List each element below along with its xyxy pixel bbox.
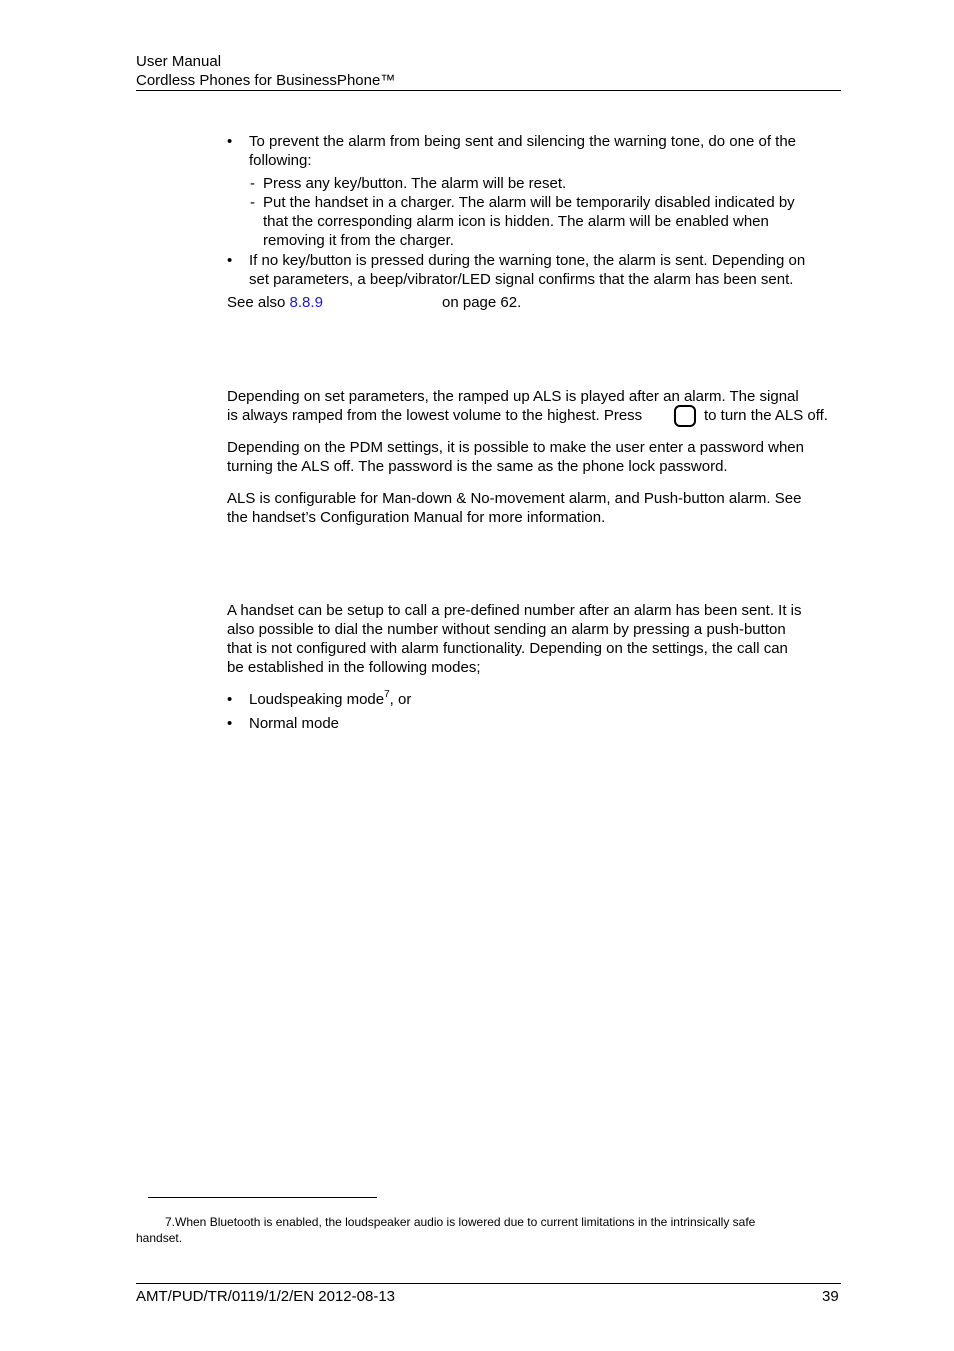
bullet-marker: •	[227, 133, 233, 150]
paragraph-text: is always ramped from the lowest volume to the highest. Press	[227, 407, 643, 424]
dash-marker: -	[250, 194, 255, 211]
paragraph-text: turning the ALS off. The password is the same as the phone lock password.	[227, 458, 728, 475]
cross-reference-link[interactable]: 8.8.9	[289, 294, 323, 311]
paragraph-text: also possible to dial the number without sending an alarm by pressing a push-button	[227, 621, 786, 638]
bullet-text: To prevent the alarm from being sent and silencing the warning tone, do one of the	[249, 133, 797, 150]
sub-item-text: that the corresponding alarm icon is hidden. The alarm will be enabled when	[263, 213, 769, 230]
paragraph-text: the handset’s Configuration Manual for more information.	[227, 509, 606, 526]
footnote-text: 7.When Bluetooth is enabled, the loudspeaker audio is lowered due to current limitations in the intrinsically safe	[165, 1215, 756, 1229]
see-also-text	[227, 293, 323, 312]
bullet-marker: •	[227, 715, 233, 732]
bullet-marker: •	[227, 252, 233, 269]
footnote-ref[interactable]: 7	[384, 689, 390, 700]
paragraph-text: to turn the ALS off.	[704, 407, 828, 424]
page-number: 39	[822, 1288, 839, 1305]
mode-suffix: , or	[389, 691, 412, 708]
paragraph-text: be established in the following modes;	[227, 659, 481, 676]
mode-list-item: Normal mode	[249, 715, 340, 732]
footnote-rule	[148, 1197, 377, 1198]
see-also-prefix: See also	[227, 294, 290, 311]
sub-item-text: Press any key/button. The alarm will be reset.	[263, 175, 567, 192]
mode-label: Loudspeaking mode	[249, 691, 385, 708]
key-button-icon	[674, 405, 696, 427]
paragraph-text: Depending on the PDM settings, it is possible to make the user enter a password when	[227, 439, 804, 456]
sub-item-text: removing it from the charger.	[263, 232, 454, 249]
bullet-text: following:	[249, 152, 312, 169]
mode-list-item	[249, 690, 411, 709]
paragraph-text: A handset can be setup to call a pre-defined number after an alarm has been sent. It is	[227, 602, 802, 619]
bullet-text: If no key/button is pressed during the warning tone, the alarm is sent. Depending on	[249, 252, 806, 269]
sub-item-text: Put the handset in a charger. The alarm will be temporarily disabled indicated by	[263, 194, 795, 211]
footer-rule	[136, 1283, 841, 1284]
header-title: User Manual	[136, 53, 222, 70]
see-also-suffix: on page 62.	[442, 294, 522, 311]
paragraph-text: that is not configured with alarm functionality. Depending on the settings, the call can	[227, 640, 788, 657]
footer-doc-id: AMT/PUD/TR/0119/1/2/EN 2012-08-13	[136, 1288, 396, 1305]
paragraph-text: Depending on set parameters, the ramped up ALS is played after an alarm. The signal	[227, 388, 799, 405]
bullet-text: set parameters, a beep/vibrator/LED signal confirms that the alarm has been sent.	[249, 271, 794, 288]
bullet-marker: •	[227, 691, 233, 708]
paragraph-text: ALS is configurable for Man-down & No-movement alarm, and Push-button alarm. See	[227, 490, 802, 507]
footnote-text: handset.	[136, 1231, 183, 1245]
header-rule	[136, 90, 841, 91]
dash-marker: -	[250, 175, 255, 192]
header-subtitle: Cordless Phones for BusinessPhone™	[136, 72, 396, 89]
